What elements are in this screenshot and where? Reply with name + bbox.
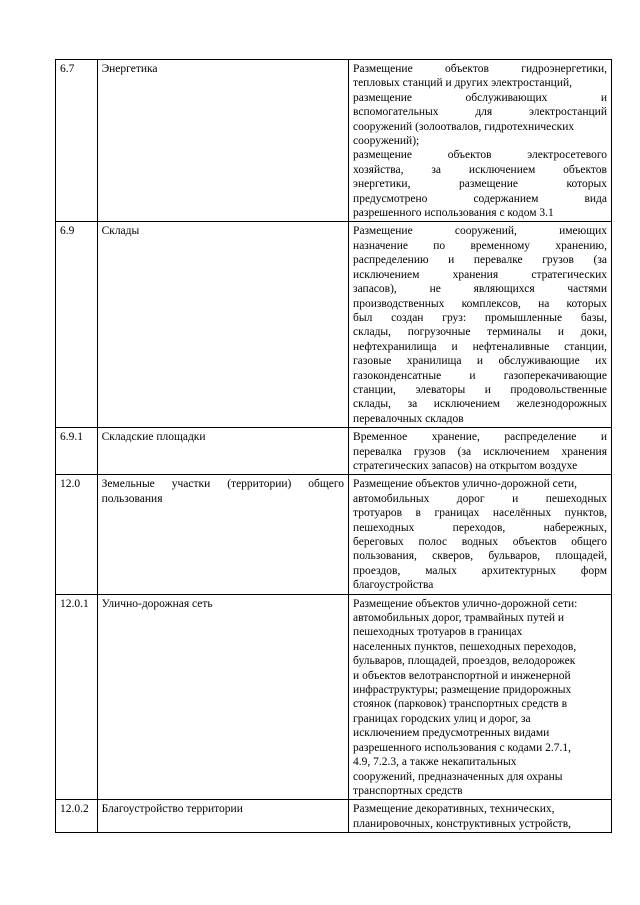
row-description-line: автомобильных дорог и пешеходных	[353, 492, 607, 505]
row-name	[97, 60, 348, 222]
row-name-line: Склады	[101, 225, 140, 238]
row-description-line: стратегических запасов) на открытом воздухе	[353, 459, 578, 472]
row-description-line: границах городских улиц и дорог, за	[353, 712, 531, 725]
row-description-line: инфраструктуры; размещение придорожных	[353, 684, 572, 697]
row-code: 6.9.1	[56, 428, 98, 475]
row-description-line: склады, погрузочные терминалы и доки,	[353, 326, 607, 339]
row-description-line: пользования, скверов, бульваров, площадей,	[353, 550, 607, 563]
table-row	[56, 594, 612, 800]
table-row	[56, 60, 612, 222]
row-name-line: Складские площадки	[101, 431, 206, 444]
row-description-line: Размещение объектов улично-дорожной сети:	[353, 597, 578, 610]
row-description-line: исключением хранения стратегических	[353, 268, 607, 281]
row-code: 12.0	[56, 475, 98, 594]
row-description-line: автомобильных дорог, трамвайных путей и	[353, 612, 565, 625]
row-name	[97, 428, 348, 475]
land-use-table	[55, 59, 612, 833]
row-description-line: распределению и перевалке грузов (за	[353, 254, 607, 267]
table-row	[56, 222, 612, 428]
row-description-line: хозяйства, за исключением объектов	[353, 163, 607, 176]
row-description-line: перевалка грузов (за исключением хранения	[353, 445, 607, 458]
row-name	[97, 594, 348, 800]
table-body	[56, 60, 612, 833]
row-description-line: Размещение сооружений, имеющих	[353, 225, 607, 238]
row-description-line: размещение обслуживающих и	[353, 91, 607, 104]
row-description-line: станции, элеваторы и продовольственные	[353, 383, 607, 396]
table-row	[56, 475, 612, 594]
row-description-line: энергетики, размещение которых	[353, 178, 607, 191]
row-description-line: сооружений, предназначенных для охраны	[353, 770, 563, 783]
row-description-line: исключением предусмотренных видами	[353, 727, 550, 740]
row-description-line: вспомогательных для электростанций	[353, 106, 607, 119]
row-description-line: газоконденсатные и газоперекачивающие	[353, 369, 607, 382]
row-description-line: бульваров, площадей, проездов, велодорожек	[353, 655, 576, 668]
row-description-line: Временное хранение, распределение и	[353, 431, 607, 444]
table-row	[56, 800, 612, 833]
row-code: 6.7	[56, 60, 98, 222]
row-description-line: сооружений);	[353, 135, 420, 148]
row-description-line: размещение объектов электросетевого	[353, 149, 607, 162]
row-name-line: Энергетика	[101, 63, 158, 75]
row-description-line: и объектов велотранспортной и инженерной	[353, 669, 571, 682]
row-name	[97, 475, 348, 594]
row-code: 12.0.1	[56, 594, 98, 800]
row-description	[349, 60, 612, 222]
row-description-line: перевалочных складов	[353, 412, 464, 425]
row-description	[349, 800, 612, 833]
row-description	[349, 428, 612, 475]
row-description-line: Размещение декоративных, технических,	[353, 803, 555, 816]
row-description-line: предусмотрено содержанием вида	[353, 192, 607, 205]
row-description-line: разрешенного использования с кодом 3.1	[353, 207, 554, 220]
row-description-line: запасов), не являющихся частями	[353, 283, 607, 296]
row-description-line: назначение по временному хранению,	[353, 239, 607, 252]
row-description-line: береговых полос водных объектов общего	[353, 536, 607, 548]
row-description-line: склады, за исключением железнодорожных	[353, 398, 607, 411]
row-name	[97, 222, 348, 428]
row-description-line: Размещение объектов улично-дорожной сети,	[353, 478, 578, 491]
row-description-line: транспортных средств	[353, 784, 463, 797]
row-code: 6.9	[56, 222, 98, 428]
row-name	[97, 800, 348, 833]
row-description-line: был создан груз: промышленные базы,	[353, 311, 607, 324]
row-description	[349, 222, 612, 428]
row-description-line: проездов, малых архитектурных форм	[353, 564, 607, 577]
row-description-line: Размещение объектов гидроэнергетики,	[353, 63, 607, 75]
row-description-line: пешеходных тротуаров в границах	[353, 626, 523, 639]
table-row	[56, 428, 612, 475]
row-code: 12.0.2	[56, 800, 98, 833]
row-name-line: пользования	[101, 492, 163, 505]
row-description-line: сооружений (золоотвалов, гидротехнических	[353, 120, 575, 133]
row-name-line: Благоустройство территории	[101, 803, 243, 816]
row-description-line: стоянок (парковок) транспортных средств в	[353, 698, 568, 711]
row-description-line: разрешенного использования с кодами 2.7.1,	[353, 741, 571, 754]
row-description-line: тепловых станций и других электростанций,	[353, 77, 573, 90]
row-description-line: 4.9, 7.2.3, а также некапитальных	[353, 756, 517, 769]
row-description-line: нефтехранилища и нефтеналивные станции,	[353, 340, 607, 353]
row-description	[349, 594, 612, 800]
row-description-line: газовые хранилища и обслуживающие их	[353, 355, 607, 368]
row-description-line: производственных комплексов, на которых	[353, 297, 607, 310]
row-name-line: Земельные участки (территории) общего	[101, 478, 345, 491]
row-description	[349, 475, 612, 594]
row-description-line: планировочных, конструктивных устройств,	[353, 817, 572, 830]
row-description-line: тротуаров в границах населённых пунктов,	[353, 507, 607, 520]
row-description-line: благоустройства	[353, 579, 434, 592]
row-description-line: пешеходных переходов, набережных,	[353, 521, 607, 534]
row-description-line: населенных пунктов, пешеходных переходов,	[353, 640, 577, 653]
row-name-line: Улично-дорожная сеть	[101, 597, 213, 610]
